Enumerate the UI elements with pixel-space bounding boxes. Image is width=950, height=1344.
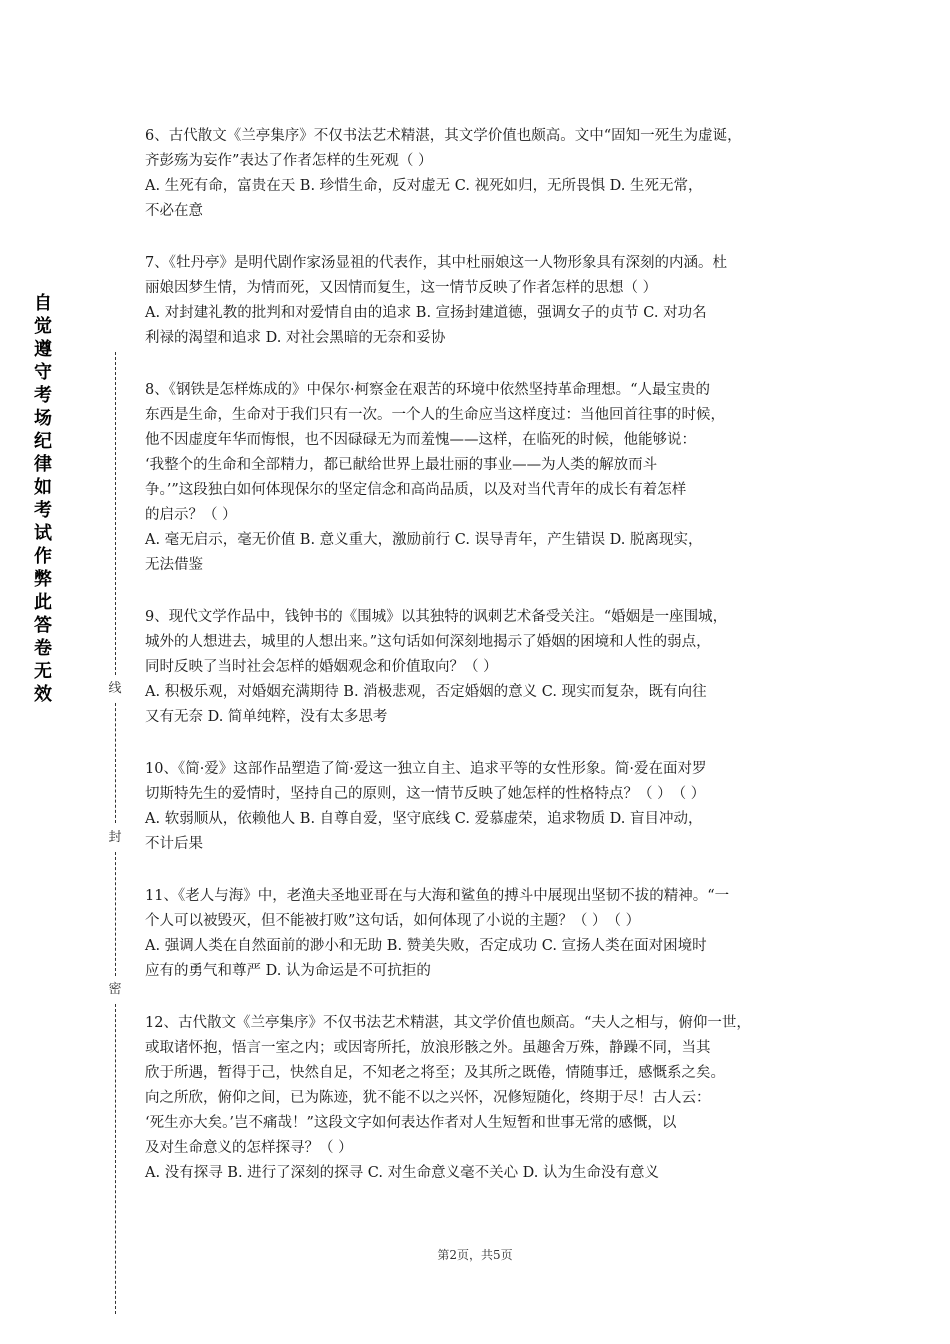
question-stem-line: 切斯特先生的爱情时，坚持自己的原则，这一情节反映了她怎样的性格特点？（ ） （ ）	[145, 786, 706, 802]
warning-char: 答	[34, 615, 52, 636]
question-stem-line: 9、现代文学作品中，钱钟书的《围城》以其独特的讽刺艺术备受关注。“婚姻是一座围城，	[145, 609, 728, 625]
question-stem-line: 6、古代散文《兰亭集序》不仅书法艺术精湛，其文学价值也颇高。文中“固知一死生为虚诞，	[145, 128, 742, 144]
question-options-line: 不计后果	[145, 836, 203, 852]
question-stem-line: 东西是生命，生命对于我们只有一次。一个人的生命应当这样度过：当他回首往事的时候，	[145, 407, 725, 423]
question-stem-line: 齐彭殇为妄作”表达了作者怎样的生死观（ ）	[145, 153, 433, 169]
question-stem-line: 向之所欣，俯仰之间，已为陈迹，犹不能不以之兴怀，况修短随化，终期于尽！古人云：	[145, 1090, 711, 1106]
warning-char: 弊	[34, 569, 52, 590]
question-options-line: 不必在意	[145, 203, 203, 219]
question-options-line: A. 强调人类在自然面前的渺小和无助 B. 赞美失败，否定成功 C. 宣扬人类在面对困境时	[145, 938, 707, 954]
question-block	[145, 124, 815, 224]
question-stem-line: 7、《牡丹亭》是明代剧作家汤显祖的代表作，其中杜丽娘这一人物形象具有深刻的内涵。杜	[145, 255, 727, 271]
question-stem-line: 个人可以被毁灭，但不能被打败”这句话，如何体现了小说的主题？（ ） （ ）	[145, 913, 641, 929]
question-stem-line: 或取诸怀抱，悟言一室之内；或因寄所托，放浪形骸之外。虽趣舍万殊，静躁不同，当其	[145, 1040, 711, 1056]
warning-char: 如	[34, 477, 52, 498]
question-block	[145, 378, 815, 578]
question-options-line: A. 生死有命，富贵在天 B. 珍惜生命，反对虚无 C. 视死如归，无所畏惧 D. 生死无常，	[145, 178, 703, 194]
exam-discipline-warning	[32, 292, 54, 706]
warning-char: 觉	[34, 316, 52, 337]
question-stem-line: 丽娘因梦生情，为情而死，又因情而复生，这一情节反映了作者怎样的思想（ ）	[145, 280, 658, 296]
warning-char: 此	[34, 592, 52, 613]
warning-char: 律	[34, 454, 52, 475]
warning-char: 卷	[34, 638, 52, 659]
question-list	[145, 124, 815, 1213]
question-stem-line: 10、《简·爱》这部作品塑造了简·爱这一独立自主、追求平等的女性形象。简·爱在面对罗	[145, 761, 707, 777]
page-number: 第2页，共5页	[437, 1248, 513, 1262]
warning-char: 考	[34, 385, 52, 406]
question-stem-line: 欣于所遇，暂得于己，快然自足，不知老之将至；及其所之既倦，情随事迁，感慨系之矣。	[145, 1065, 725, 1081]
warning-char: 守	[34, 362, 52, 383]
question-options-line: A. 没有探寻 B. 进行了深刻的探寻 C. 对生命意义毫不关心 D. 认为生命没有意义	[145, 1165, 660, 1181]
warning-char: 纪	[34, 431, 52, 452]
binding-dashed-line	[115, 1004, 116, 1314]
question-stem-line: 同时反映了当时社会怎样的婚姻观念和价值取向？（ ）	[145, 659, 498, 675]
question-stem-line: 城外的人想进去，城里的人想出来。”这句话如何深刻地揭示了婚姻的困境和人性的弱点，	[145, 634, 711, 650]
question-options-line: A. 对封建礼教的批判和对爱情自由的追求 B. 宣扬封建道德，强调女子的贞节 C. 对功名	[145, 305, 707, 321]
warning-char: 遵	[34, 339, 52, 360]
warning-char: 效	[34, 684, 52, 705]
question-options-line: A. 毫无启示，毫无价值 B. 意义重大，激励前行 C. 误导青年，产生错误 D. 脱离现实，	[145, 532, 703, 548]
binding-label-line: 线	[106, 681, 124, 697]
question-stem-line: 的启示？（ ）	[145, 507, 237, 523]
question-stem-line: ‘我整个的生命和全部精力，都已献给世界上最壮丽的事业——为人类的解放而斗	[145, 457, 658, 473]
binding-dashed-line	[115, 352, 116, 675]
question-block	[145, 251, 815, 351]
question-stem-line: 他不因虚度年华而悔恨，也不因碌碌无为而羞愧——这样，在临死的时候，他能够说：	[145, 432, 696, 448]
question-options-line: A. 积极乐观，对婚姻充满期待 B. 消极悲观，否定婚姻的意义 C. 现实而复杂，既有向往	[145, 684, 707, 700]
question-stem-line: 11、《老人与海》中，老渔夫圣地亚哥在与大海和鲨鱼的搏斗中展现出坚韧不拔的精神。“一	[145, 888, 730, 904]
question-stem-line: 争。’”这段独白如何体现保尔的坚定信念和高尚品质，以及对当代青年的成长有着怎样	[145, 482, 687, 498]
question-stem-line: 及对生命意义的怎样探寻？（ ）	[145, 1140, 353, 1156]
question-options-line: A. 软弱顺从，依赖他人 B. 自尊自爱，坚守底线 C. 爱慕虚荣，追求物质 D. 盲目冲动，	[145, 811, 703, 827]
warning-char: 无	[34, 661, 52, 682]
question-options-line: 又有无奈 D. 简单纯粹，没有太多思考	[145, 709, 388, 725]
binding-label-secret: 密	[106, 982, 124, 998]
warning-char: 作	[34, 546, 52, 567]
question-options-line: 应有的勇气和尊严 D. 认为命运是不可抗拒的	[145, 963, 431, 979]
warning-char: 考	[34, 500, 52, 521]
binding-dashed-line	[115, 703, 116, 823]
question-options-line: 无法借鉴	[145, 557, 203, 573]
question-block	[145, 884, 815, 984]
question-block	[145, 605, 815, 730]
warning-char: 自	[34, 293, 52, 314]
binding-dashed-line	[115, 852, 116, 976]
question-stem-line: 8、《钢铁是怎样炼成的》中保尔·柯察金在艰苦的环境中依然坚持革命理想。“人最宝贵的	[145, 382, 710, 398]
question-stem-line: ‘死生亦大矣。’岂不痛哉！”这段文字如何表达作者对人生短暂和世事无常的感慨，以	[145, 1115, 677, 1131]
binding-label-seal: 封	[106, 830, 124, 846]
question-options-line: 利禄的渴望和追求 D. 对社会黑暗的无奈和妥协	[145, 330, 446, 346]
question-stem-line: 12、古代散文《兰亭集序》不仅书法艺术精湛，其文学价值也颇高。“夫人之相与，俯仰一世，	[145, 1015, 751, 1031]
warning-char: 试	[34, 523, 52, 544]
warning-char: 场	[34, 408, 52, 429]
question-block	[145, 1011, 815, 1186]
question-block	[145, 757, 815, 857]
